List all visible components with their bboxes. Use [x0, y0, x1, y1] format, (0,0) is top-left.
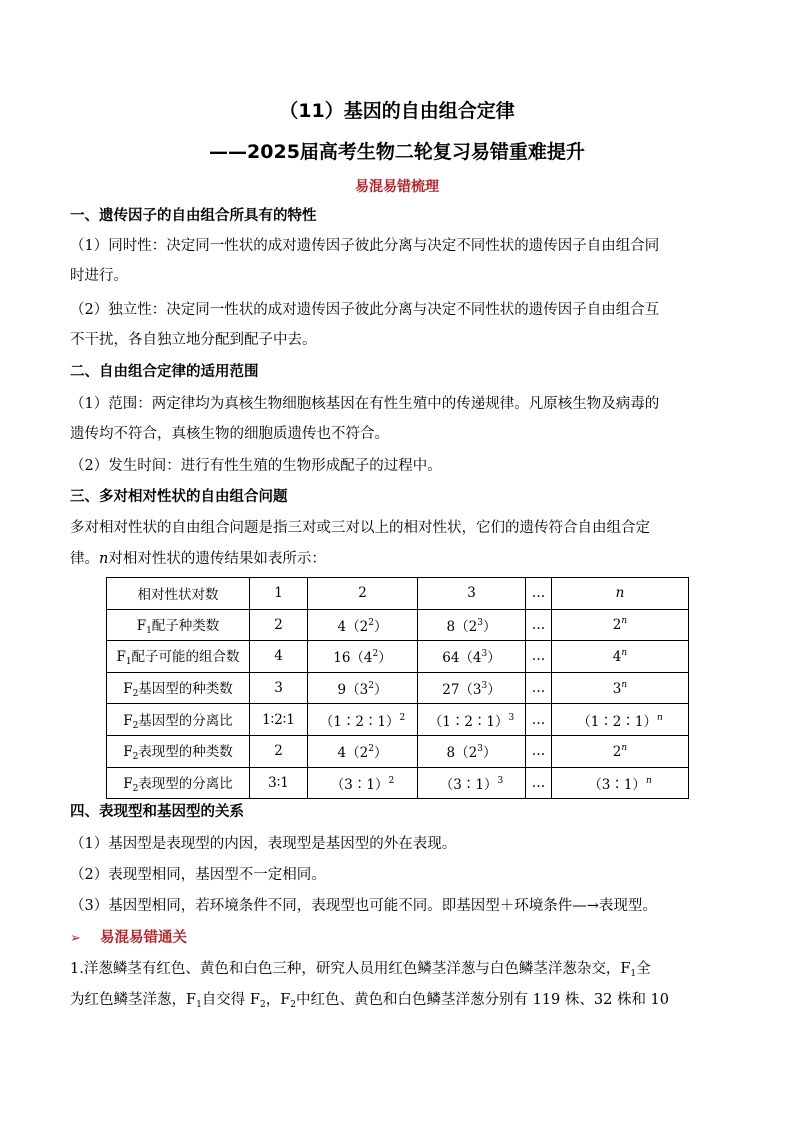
s1-paragraph-1a: （1）同时性：决定同一性状的成对遗传因子彼此分离与决定不同性状的遗传因子自由组合同	[70, 238, 660, 254]
table-header-cell: …	[526, 578, 552, 610]
page-title: （11）基因的自由组合定律	[279, 100, 515, 122]
question-1-line-1: 1.洋葱鳞茎有红色、黄色和白色三种，研究人员用红色鳞茎洋葱与白色鳞茎洋葱杂交，$F_1$全	[70, 961, 651, 979]
s3-paragraph-1b: 律。n对相对性状的遗传结果如表所示：	[70, 551, 326, 567]
table-row	[107, 767, 689, 799]
s1-paragraph-2a: （2）独立性：决定同一性状的成对遗传因子彼此分离与决定不同性状的遗传因子自由组合互	[70, 302, 660, 318]
s1-paragraph-2b: 不干扰，各自独立地分配到配子中去。	[70, 332, 317, 348]
table-cell: 2$^n$	[552, 735, 689, 767]
table-cell: …	[526, 735, 552, 767]
table-cell: 3∶1	[250, 767, 308, 799]
table-cell: …	[526, 609, 552, 641]
table-header-cell: 1	[250, 578, 308, 610]
table-cell: $8(2^3)$	[418, 735, 526, 767]
table-cell: $27(3^3)$	[418, 672, 526, 704]
section-3-heading: 三、多对相对性状的自由组合问题	[70, 489, 288, 505]
section-4-heading: 四、表现型和基因型的关系	[70, 804, 244, 820]
table-row	[107, 641, 689, 673]
table-cell: $4(2^2)$	[308, 735, 418, 767]
table-cell: 2$^n$	[552, 609, 689, 641]
table-cell: 1∶2∶1	[250, 704, 308, 736]
table-cell: （1∶2∶1）$^n$	[552, 704, 689, 736]
table-header-cell: n	[552, 578, 689, 610]
table-cell: 3	[250, 672, 308, 704]
table-cell: 4$^n$	[552, 641, 689, 673]
table-row	[107, 609, 689, 641]
table-header-cell: 2	[308, 578, 418, 610]
table-cell: $8(2^3)$	[418, 609, 526, 641]
section-2-heading: 二、自由组合定律的适用范围	[70, 364, 259, 380]
table-cell: …	[526, 672, 552, 704]
row-label: $F_2$表现型的种类数	[107, 735, 250, 767]
s3-paragraph-1a: 多对相对性状的自由组合问题是指三对或三对以上的相对性状，它们的遗传符合自由组合定	[70, 520, 650, 536]
s2-paragraph-2: （2）发生时间：进行有性生殖的生物形成配子的过程中。	[70, 458, 442, 474]
page-subtitle: ——2025届高考生物二轮复习易错重难提升	[209, 141, 585, 163]
table-cell: 2	[250, 609, 308, 641]
section-label: 易混易错梳理	[355, 179, 439, 195]
row-label: $F_2$基因型的种类数	[107, 672, 250, 704]
row-label: $F_2$基因型的分离比	[107, 704, 250, 736]
section-1-heading: 一、遗传因子的自由组合所具有的特性	[70, 208, 317, 224]
table-cell: …	[526, 641, 552, 673]
s2-paragraph-1b: 遗传均不符合，真核生物的细胞质遗传也不符合。	[70, 426, 389, 442]
table-cell: （1∶2∶1）$^2$	[308, 704, 418, 736]
table-cell: …	[526, 704, 552, 736]
table-header-cell: 相对性状对数	[107, 578, 250, 610]
table-cell: （1∶2∶1）$^3$	[418, 704, 526, 736]
table-header-cell: 3	[418, 578, 526, 610]
s1-paragraph-1b: 时进行。	[70, 268, 128, 284]
table-header-row	[107, 578, 689, 610]
table-cell: …	[526, 767, 552, 799]
table-cell: 3$^n$	[552, 672, 689, 704]
table-cell: （3∶1）$^3$	[418, 767, 526, 799]
s4-paragraph-1: （1）基因型是表现型的内因，表现型是基因型的外在表现。	[70, 836, 457, 852]
table-cell: $64(4^3)$	[418, 641, 526, 673]
table-row	[107, 704, 689, 736]
row-label: $F_1$配子种类数	[107, 609, 250, 641]
row-label: $F_2$表现型的分离比	[107, 767, 250, 799]
practice-heading: ➢ 易混易错通关	[70, 930, 187, 946]
arrow-bullet-icon: ➢	[70, 931, 81, 946]
inheritance-table	[106, 577, 689, 799]
s2-paragraph-1a: （1）范围：两定律均为真核生物细胞核基因在有性生殖中的传递规律。凡原核生物及病毒的	[70, 396, 660, 412]
table-row	[107, 735, 689, 767]
table-cell: $16(4^2)$	[308, 641, 418, 673]
s4-paragraph-3: （3）基因型相同，若环境条件不同，表现型也可能不同。即基因型＋环境条件—→表现型。	[70, 898, 657, 914]
table-cell: （3∶1）$^n$	[552, 767, 689, 799]
table-cell: （3∶1）$^2$	[308, 767, 418, 799]
table-row	[107, 672, 689, 704]
table-cell: 2	[250, 735, 308, 767]
question-1-line-2: 为红色鳞茎洋葱，$F_1$自交得 $F_2$，$F_2$中红色、黄色和白色鳞茎洋葱分别有 119 株、32 株和 10	[70, 992, 670, 1010]
table-cell: 4	[250, 641, 308, 673]
s4-paragraph-2: （2）表现型相同，基因型不一定相同。	[70, 867, 326, 883]
table-cell: $4(2^2)$	[308, 609, 418, 641]
table-cell: $9(3^2)$	[308, 672, 418, 704]
row-label: $F_1$配子可能的组合数	[107, 641, 250, 673]
